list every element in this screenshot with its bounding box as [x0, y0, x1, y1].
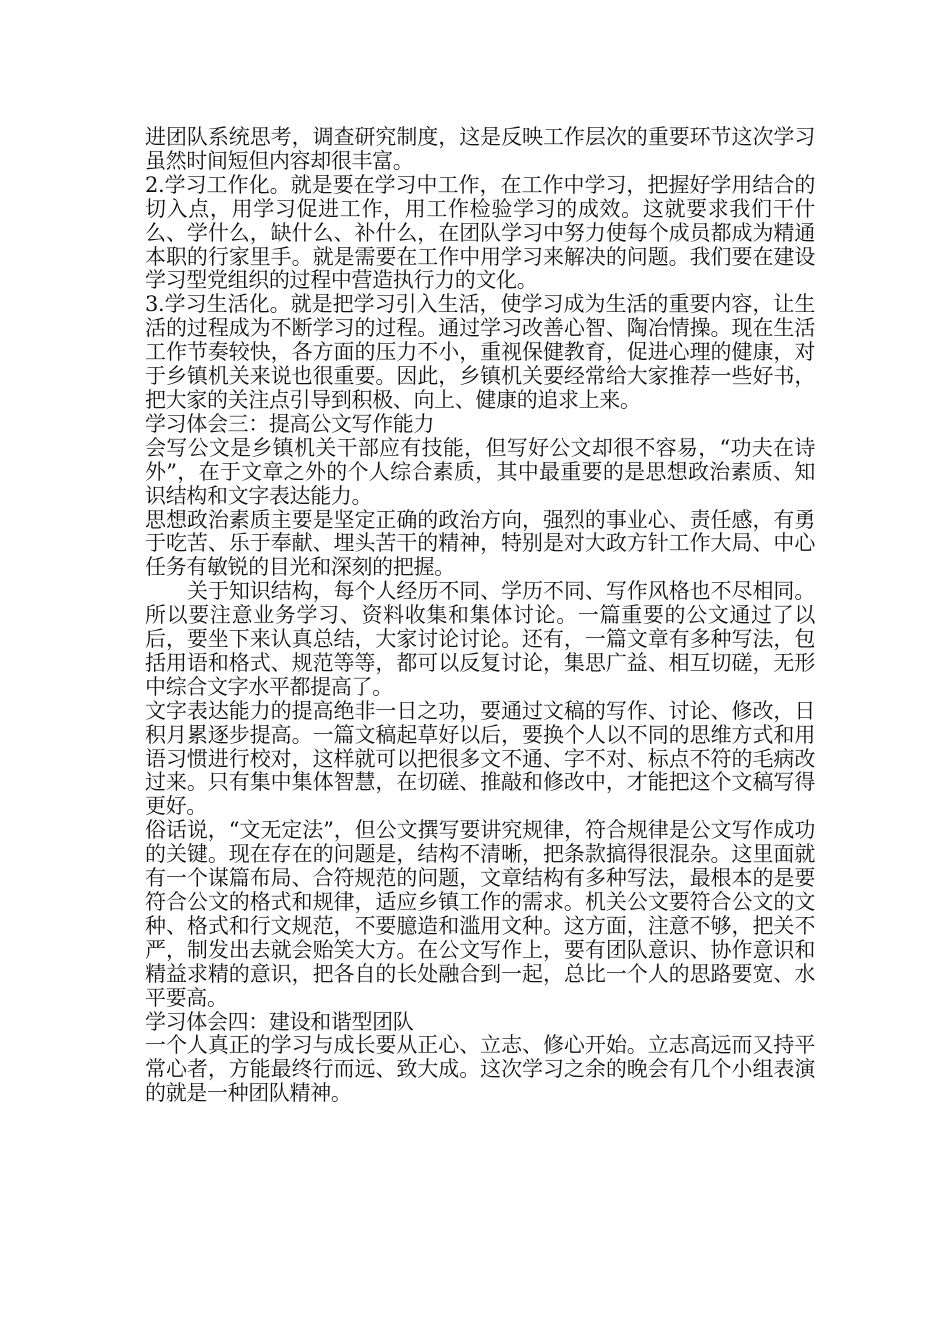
- paragraph-writing-rules: 俗话说，“文无定法”，但公文撰写要讲究规律，符合规律是公文写作成功的关键。现在存在的问题是，结构不清晰，把条款搞得很混杂。这里面就有一个谋篇布局、合符规范的问题，文章结构有多种写法，最根本的是要符合公文的格式和规律，适应乡镇工作的需求。机关公文要符合公文的文种、格式和行文规范，不要臆造和滥用文种。这方面，注意不够，把关不严，制发出去就会贻笑大方。在公文写作上，要有团队意识、协作意识和精益求精的意识，把各自的长处融合到一起，总比一个人的思路要宽、水平要高。: [145, 818, 815, 1010]
- paragraph-team-spirit: 一个人真正的学习与成长要从正心、立志、修心开始。立志高远而又持平常心者，方能最终行而远、致大成。这次学习之余的晚会有几个小组表演的就是一种团队精神。: [145, 1033, 815, 1106]
- paragraph-knowledge-structure: 关于知识结构，每个人经历不同、学历不同、写作风格也不尽相同。所以要注意业务学习、资料收集和集体讨论。一篇重要的公文通过了以后，要坐下来认真总结，大家讨论讨论。还有，一篇文章有多种写法，包括用语和格式、规范等等，都可以反复讨论，集思广益、相互切磋，无形中综合文字水平都提高了。: [145, 579, 815, 699]
- paragraph-document-writing: 会写公文是乡镇机关干部应有技能，但写好公文却很不容易，“功夫在诗外”，在于文章之外的个人综合素质，其中最重要的是思想政治素质、知识结构和文字表达能力。: [145, 435, 815, 508]
- paragraph-political-quality: 思想政治素质主要是坚定正确的政治方向，强烈的事业心、责任感，有勇于吃苦、乐于奉献、埋头苦干的精神，特别是对大政方针工作大局、中心任务有敏锐的目光和深刻的把握。: [145, 507, 815, 580]
- paragraph-intro-continuation: 进团队系统思考，调查研究制度，这是反映工作层次的重要环节这次学习虽然时间短但内容却很丰富。: [145, 125, 815, 173]
- paragraph-expression-ability: 文字表达能力的提高绝非一日之功，要通过文稿的写作、讨论、修改，日积月累逐步提高。一篇文稿起草好以后，要换个人以不同的思维方式和用语习惯进行校对，这样就可以把很多文不通、字不对、标点不符的毛病改过来。只有集中集体智慧，在切磋、推敲和修改中，才能把这个文稿写得更好。: [145, 698, 815, 819]
- paragraph-learning-work: 2.学习工作化。就是要在学习中工作，在工作中学习，把握好学用结合的切入点，用学习促进工作，用工作检验学习的成效。这就要求我们干什么、学什么，缺什么、补什么，在团队学习中努力使每个成员都成为精通本职的行家里手。就是需要在工作中用学习来解决的问题。我们要在建设学习型党组织的过程中营造执行力的文化。: [145, 172, 815, 293]
- section-heading-four: 学习体会四：建设和谐型团队: [145, 1009, 414, 1034]
- paragraph-learning-life: 3.学习生活化。就是把学习引入生活，使学习成为生活的重要内容，让生活的过程成为不断学习的过程。通过学习改善心智、陶冶情操。现在生活工作节奏较快，各方面的压力不小，重视保健教育，促进心理的健康，对于乡镇机关来说也很重要。因此，乡镇机关要经常给大家推荐一些好书，把大家的关注点引导到积极、向上、健康的追求上来。: [145, 292, 815, 412]
- document-page: [145, 126, 815, 1106]
- section-heading-three: 学习体会三：提高公文写作能力: [145, 411, 435, 436]
